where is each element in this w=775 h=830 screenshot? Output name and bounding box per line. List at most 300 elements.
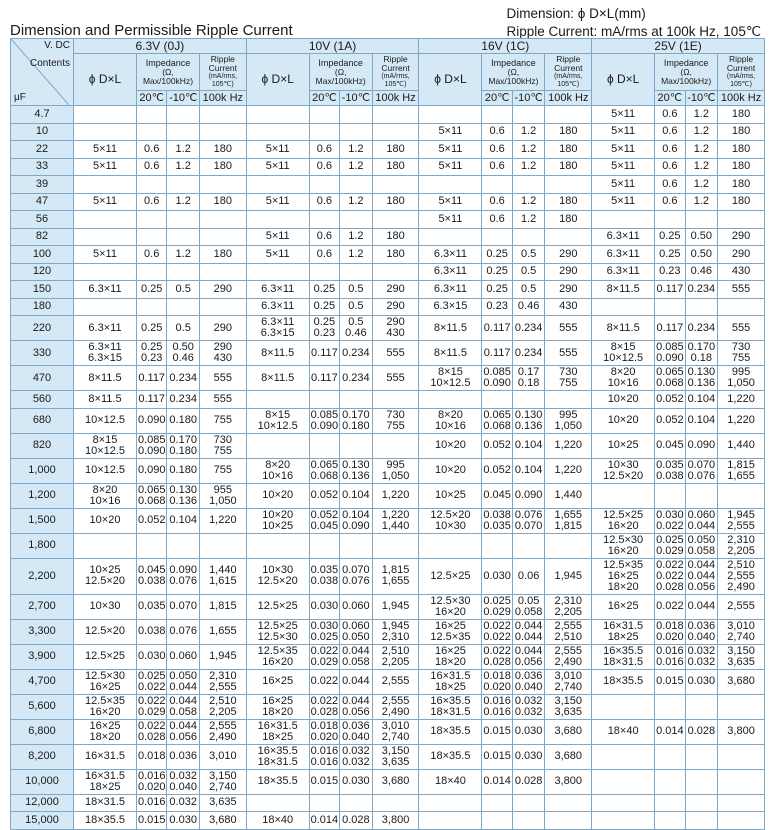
ripple-cell: 180 bbox=[545, 158, 592, 176]
size-cell: 5×11 bbox=[419, 141, 482, 159]
impedance-20-cell bbox=[309, 391, 339, 409]
size-cell: 12.5×35 16×25 18×20 bbox=[592, 558, 655, 594]
impedance-minus10-cell: 0.032 bbox=[167, 794, 200, 812]
ripple-cell: 180 bbox=[718, 106, 765, 124]
capacitance-cell: 8,200 bbox=[11, 744, 74, 769]
ripple-label: Ripple Current bbox=[381, 54, 410, 73]
ripple-cell: 3,010 2,740 bbox=[372, 719, 419, 744]
impedance-minus10-cell bbox=[167, 211, 200, 229]
impedance-label: Impedance bbox=[318, 57, 363, 68]
size-cell: 8×20 10×16 bbox=[246, 458, 309, 483]
impedance-20-cell: 0.015 bbox=[137, 812, 167, 830]
impedance-20-cell: 0.015 bbox=[482, 719, 512, 744]
size-cell bbox=[74, 533, 137, 558]
impedance-20-cell: 0.6 bbox=[309, 193, 339, 211]
capacitance-cell: 1,800 bbox=[11, 533, 74, 558]
ripple-cell bbox=[545, 812, 592, 830]
impedance-20-cell bbox=[309, 433, 339, 458]
impedance-20-cell bbox=[655, 483, 685, 508]
impedance-minus10-cell: 0.5 bbox=[167, 316, 200, 341]
impedance-minus10-cell: 1.2 bbox=[512, 158, 545, 176]
size-cell: 5×11 bbox=[74, 193, 137, 211]
ripple-cell bbox=[718, 298, 765, 316]
ripple-cell: 290 430 bbox=[199, 341, 246, 366]
ripple-cell: 1,945 2,310 bbox=[372, 619, 419, 644]
impedance-minus10-cell: 1.2 bbox=[340, 193, 373, 211]
impedance-minus10-cell: 0.076 0.070 bbox=[512, 508, 545, 533]
size-cell bbox=[592, 812, 655, 830]
capacitance-cell: 39 bbox=[11, 176, 74, 194]
size-cell: 16×31.5 bbox=[74, 744, 137, 769]
ripple-cell: 555 bbox=[545, 316, 592, 341]
ripple-label: Ripple Current: mA/rms at 100k Hz, 105℃ bbox=[506, 24, 761, 39]
ripple-label: Ripple Current bbox=[554, 54, 583, 73]
impedance-minus10-cell: 0.030 bbox=[340, 769, 373, 794]
size-cell: 16×31.5 18×25 bbox=[592, 619, 655, 644]
ripple-cell: 180 bbox=[718, 123, 765, 141]
size-cell bbox=[246, 123, 309, 141]
size-cell: 5×11 bbox=[74, 141, 137, 159]
impedance-minus10-cell: 0.5 0.46 bbox=[340, 316, 373, 341]
ripple-cell: 1,945 bbox=[545, 558, 592, 594]
size-cell: 5×11 bbox=[592, 193, 655, 211]
ripple-cell: 290 430 bbox=[372, 316, 419, 341]
impedance-minus10-cell: 0.044 0.044 bbox=[512, 619, 545, 644]
table-row bbox=[11, 812, 765, 830]
impedance-minus10-cell: 0.50 bbox=[685, 246, 718, 264]
impedance-minus10-cell: 0.5 bbox=[340, 298, 373, 316]
impedance-20-cell: 0.25 bbox=[137, 316, 167, 341]
size-cell: 8×15 10×12.5 bbox=[419, 366, 482, 391]
size-cell: 16×25 bbox=[592, 594, 655, 619]
impedance-20-cell: 0.018 0.020 bbox=[310, 719, 339, 743]
ripple-cell bbox=[372, 176, 419, 194]
impedance-minus10-cell: 0.104 bbox=[167, 508, 200, 533]
ripple-cell: 290 bbox=[545, 263, 592, 281]
impedance-unit: (Ω, Max/100kHz) bbox=[488, 66, 539, 86]
impedance-20-cell: 0.065 0.068 bbox=[310, 458, 339, 482]
impedance-20-cell: 0.014 bbox=[482, 769, 512, 794]
impedance-minus10-cell bbox=[512, 812, 545, 830]
ripple-cell: 180 bbox=[199, 158, 246, 176]
impedance-20-cell: 0.016 0.016 bbox=[483, 694, 511, 718]
impedance-minus10-cell: 0.180 bbox=[167, 458, 200, 483]
ripple-cell: 2,555 bbox=[372, 669, 419, 694]
capacitance-cell: 22 bbox=[11, 141, 74, 159]
impedance-20-cell: 0.065 0.068 bbox=[656, 366, 684, 389]
size-cell: 10×25 bbox=[419, 483, 482, 508]
impedance-20-cell: 0.6 bbox=[482, 193, 512, 211]
ripple-cell: 555 bbox=[199, 366, 246, 391]
impedance-minus10-cell bbox=[512, 533, 545, 558]
temp-minus10-header: -10℃ bbox=[167, 91, 200, 106]
impedance-20-cell: 0.045 bbox=[482, 483, 512, 508]
ripple-cell bbox=[718, 812, 765, 830]
ripple-cell: 1,815 1,655 bbox=[372, 558, 419, 594]
impedance-20-cell bbox=[655, 211, 685, 229]
table-row bbox=[11, 483, 765, 508]
impedance-minus10-cell: 1.2 bbox=[512, 193, 545, 211]
impedance-minus10-cell: 0.234 bbox=[512, 316, 545, 341]
impedance-minus10-cell: 1.2 bbox=[340, 141, 373, 159]
impedance-minus10-cell bbox=[340, 106, 373, 124]
frequency-header: 100k Hz bbox=[718, 91, 765, 106]
impedance-20-cell: 0.090 bbox=[137, 458, 167, 483]
ripple-cell bbox=[372, 123, 419, 141]
size-cell: 18×35.5 bbox=[246, 769, 309, 794]
impedance-20-cell: 0.117 bbox=[309, 366, 339, 391]
impedance-20-cell bbox=[309, 263, 339, 281]
impedance-20-cell bbox=[137, 263, 167, 281]
ripple-cell: 180 bbox=[718, 193, 765, 211]
impedance-minus10-cell: 0.170 0.180 bbox=[167, 433, 200, 458]
table-row bbox=[11, 298, 765, 316]
impedance-minus10-cell: 0.104 bbox=[685, 408, 718, 433]
ripple-cell: 3,680 bbox=[545, 744, 592, 769]
ripple-header bbox=[718, 54, 765, 91]
size-cell bbox=[592, 744, 655, 769]
capacitance-cell: 1,200 bbox=[11, 483, 74, 508]
impedance-20-cell: 0.6 bbox=[137, 246, 167, 264]
size-cell: 8×11.5 bbox=[592, 316, 655, 341]
table-row bbox=[11, 263, 765, 281]
ripple-cell: 1,220 bbox=[545, 458, 592, 483]
size-cell bbox=[74, 263, 137, 281]
impedance-minus10-cell bbox=[167, 176, 200, 194]
impedance-minus10-cell: 0.50 bbox=[685, 228, 718, 246]
table-row bbox=[11, 366, 765, 391]
impedance-minus10-cell: 1.2 bbox=[685, 158, 718, 176]
capacitance-cell: 150 bbox=[11, 281, 74, 299]
impedance-minus10-cell bbox=[685, 769, 718, 794]
size-cell bbox=[592, 794, 655, 812]
frequency-header: 100k Hz bbox=[545, 91, 592, 106]
capacitance-cell: 820 bbox=[11, 433, 74, 458]
impedance-minus10-cell: 1.2 bbox=[512, 211, 545, 229]
table-row bbox=[11, 123, 765, 141]
table-row bbox=[11, 719, 765, 744]
impedance-minus10-cell: 0.030 bbox=[167, 812, 200, 830]
size-cell: 16×31.5 18×25 bbox=[419, 669, 482, 694]
impedance-20-cell: 0.018 0.020 bbox=[483, 669, 511, 693]
dl-header: ϕ D×L bbox=[419, 54, 482, 106]
ripple-cell bbox=[372, 106, 419, 124]
table-row bbox=[11, 458, 765, 483]
ripple-cell: 555 bbox=[718, 316, 765, 341]
impedance-20-cell bbox=[137, 123, 167, 141]
size-cell bbox=[246, 176, 309, 194]
impedance-20-cell: 0.6 bbox=[482, 141, 512, 159]
ripple-cell: 3,150 2,740 bbox=[199, 769, 246, 794]
size-cell: 10×30 bbox=[74, 594, 137, 619]
ripple-cell: 3,010 bbox=[199, 744, 246, 769]
impedance-minus10-cell bbox=[685, 744, 718, 769]
ripple-cell: 730 755 bbox=[718, 341, 765, 366]
capacitance-cell: 330 bbox=[11, 341, 74, 366]
impedance-20-cell bbox=[137, 228, 167, 246]
size-cell: 10×12.5 bbox=[74, 408, 137, 433]
ripple-cell: 3,800 bbox=[718, 719, 765, 744]
impedance-20-cell: 0.085 0.090 bbox=[656, 341, 684, 364]
impedance-minus10-cell: 1.2 bbox=[167, 246, 200, 264]
table-row bbox=[11, 106, 765, 124]
ripple-cell: 180 bbox=[718, 141, 765, 159]
size-cell bbox=[592, 211, 655, 229]
impedance-20-cell: 0.117 bbox=[482, 341, 512, 366]
ripple-cell: 1,440 bbox=[545, 483, 592, 508]
impedance-20-cell: 0.022 0.029 bbox=[310, 644, 339, 668]
size-cell bbox=[74, 106, 137, 124]
impedance-20-cell: 0.6 bbox=[482, 211, 512, 229]
size-cell: 18×40 bbox=[419, 769, 482, 794]
table-row bbox=[11, 341, 765, 366]
impedance-minus10-cell bbox=[340, 123, 373, 141]
ripple-cell: 2,555 bbox=[718, 594, 765, 619]
size-cell: 8×11.5 bbox=[592, 281, 655, 299]
ripple-header bbox=[199, 54, 246, 91]
impedance-20-cell bbox=[309, 211, 339, 229]
impedance-20-cell: 0.117 bbox=[655, 281, 685, 299]
impedance-minus10-cell: 1.2 bbox=[685, 176, 718, 194]
size-cell: 8×11.5 bbox=[74, 366, 137, 391]
impedance-minus10-cell bbox=[685, 483, 718, 508]
table-row bbox=[11, 594, 765, 619]
impedance-20-cell: 0.018 0.020 bbox=[656, 619, 684, 643]
impedance-minus10-cell: 0.076 bbox=[167, 619, 200, 644]
ripple-cell: 180 bbox=[199, 141, 246, 159]
impedance-minus10-cell: 0.070 0.076 bbox=[340, 558, 373, 594]
ripple-cell: 180 bbox=[545, 193, 592, 211]
impedance-minus10-cell: 0.044 0.058 bbox=[340, 644, 373, 669]
impedance-minus10-cell: 0.05 0.058 bbox=[512, 594, 545, 619]
size-cell: 18×35.5 bbox=[419, 719, 482, 744]
impedance-minus10-cell bbox=[167, 533, 200, 558]
size-cell: 5×11 bbox=[592, 176, 655, 194]
size-cell: 12.5×30 16×25 bbox=[74, 669, 137, 694]
ripple-cell: 180 bbox=[372, 246, 419, 264]
ripple-cell: 290 bbox=[718, 228, 765, 246]
impedance-20-cell: 0.6 bbox=[655, 193, 685, 211]
ripple-cell: 1,220 bbox=[199, 508, 246, 533]
ripple-cell: 555 bbox=[372, 341, 419, 366]
ripple-cell: 290 bbox=[718, 246, 765, 264]
size-cell bbox=[74, 123, 137, 141]
size-cell bbox=[592, 483, 655, 508]
ripple-cell: 3,010 2,740 bbox=[545, 669, 592, 694]
ripple-cell bbox=[199, 106, 246, 124]
impedance-20-cell bbox=[655, 744, 685, 769]
impedance-20-cell: 0.065 0.068 bbox=[483, 408, 511, 432]
impedance-minus10-cell: 0.044 0.044 0.056 bbox=[685, 558, 718, 594]
impedance-20-cell bbox=[309, 123, 339, 141]
impedance-header bbox=[309, 54, 372, 91]
dl-header: ϕ D×L bbox=[74, 54, 137, 106]
capacitance-cell: 82 bbox=[11, 228, 74, 246]
impedance-minus10-cell: 0.104 bbox=[512, 433, 545, 458]
impedance-20-cell: 0.035 bbox=[137, 594, 167, 619]
impedance-minus10-cell bbox=[685, 812, 718, 830]
impedance-20-cell: 0.25 bbox=[309, 281, 339, 299]
impedance-20-cell: 0.23 bbox=[655, 263, 685, 281]
size-cell: 12.5×25 bbox=[419, 558, 482, 594]
size-cell: 6.3×11 bbox=[419, 263, 482, 281]
header-corner bbox=[11, 39, 74, 106]
temp-20-header: 20℃ bbox=[482, 91, 512, 106]
impedance-20-cell: 0.25 bbox=[482, 263, 512, 281]
impedance-minus10-cell: 0.170 0.18 bbox=[685, 341, 718, 366]
ripple-cell: 2,510 2,555 2,490 bbox=[718, 558, 765, 594]
ripple-cell: 290 bbox=[545, 281, 592, 299]
size-cell: 6.3×11 6.3×15 bbox=[74, 341, 137, 366]
impedance-minus10-cell: 0.044 0.056 bbox=[167, 719, 200, 744]
capacitance-cell: 2,200 bbox=[11, 558, 74, 594]
impedance-20-cell bbox=[482, 176, 512, 194]
size-cell: 8×11.5 bbox=[74, 391, 137, 409]
impedance-minus10-cell: 0.044 bbox=[340, 669, 373, 694]
impedance-20-cell: 0.117 bbox=[309, 341, 339, 366]
size-cell: 16×25 18×20 bbox=[419, 644, 482, 669]
ripple-cell: 1,220 bbox=[718, 408, 765, 433]
impedance-20-cell bbox=[655, 298, 685, 316]
impedance-20-cell: 0.022 0.028 bbox=[137, 719, 166, 743]
impedance-unit: (Ω, Max/100kHz) bbox=[661, 66, 712, 86]
size-cell: 8×15 10×12.5 bbox=[246, 408, 309, 433]
size-cell: 12.5×30 16×20 bbox=[592, 533, 655, 558]
impedance-20-cell bbox=[482, 533, 512, 558]
size-cell: 10×30 12.5×20 bbox=[246, 558, 309, 594]
ripple-cell: 1,945 2,555 bbox=[718, 508, 765, 533]
impedance-minus10-cell: 0.5 bbox=[512, 281, 545, 299]
ripple-cell: 555 bbox=[718, 281, 765, 299]
size-cell: 16×35.5 18×31.5 bbox=[246, 744, 309, 769]
ripple-cell: 1,815 bbox=[199, 594, 246, 619]
size-cell: 12.5×25 12.5×30 bbox=[246, 619, 309, 644]
ripple-cell: 995 1,050 bbox=[718, 366, 765, 391]
impedance-20-cell: 0.117 bbox=[482, 316, 512, 341]
impedance-minus10-cell bbox=[340, 433, 373, 458]
impedance-minus10-cell: 0.104 bbox=[685, 391, 718, 409]
ripple-unit: (mA/rms, 105℃) bbox=[554, 73, 583, 88]
ripple-cell: 1,220 bbox=[545, 433, 592, 458]
impedance-20-cell bbox=[137, 533, 167, 558]
impedance-20-cell: 0.035 0.038 bbox=[309, 558, 339, 594]
table-row bbox=[11, 669, 765, 694]
impedance-20-cell: 0.014 bbox=[309, 812, 339, 830]
impedance-minus10-cell bbox=[167, 228, 200, 246]
size-cell bbox=[246, 533, 309, 558]
impedance-minus10-cell: 0.5 bbox=[512, 263, 545, 281]
impedance-20-cell: 0.016 bbox=[137, 794, 167, 812]
ripple-cell bbox=[718, 794, 765, 812]
size-cell: 6.3×11 bbox=[592, 263, 655, 281]
impedance-minus10-cell: 0.030 bbox=[685, 669, 718, 694]
impedance-minus10-cell bbox=[340, 211, 373, 229]
size-cell bbox=[246, 391, 309, 409]
impedance-20-cell: 0.016 0.016 bbox=[656, 644, 684, 668]
ripple-cell: 3,680 bbox=[199, 812, 246, 830]
impedance-minus10-cell: 0.234 bbox=[340, 341, 373, 366]
size-cell: 10×20 bbox=[592, 391, 655, 409]
capacitance-cell: 1,000 bbox=[11, 458, 74, 483]
size-cell: 8×20 10×16 bbox=[74, 483, 137, 508]
size-cell: 10×20 bbox=[419, 458, 482, 483]
impedance-20-cell: 0.014 bbox=[655, 719, 685, 744]
ripple-cell bbox=[718, 211, 765, 229]
impedance-minus10-cell bbox=[167, 123, 200, 141]
table-row bbox=[11, 644, 765, 669]
ripple-cell: 2,555 2,490 bbox=[545, 644, 592, 669]
impedance-minus10-cell: 1.2 bbox=[512, 141, 545, 159]
ripple-cell: 180 bbox=[372, 158, 419, 176]
impedance-minus10-cell: 0.130 0.136 bbox=[167, 483, 200, 508]
table-header bbox=[11, 39, 765, 106]
capacitance-cell: 4.7 bbox=[11, 106, 74, 124]
temp-20-header: 20℃ bbox=[137, 91, 167, 106]
impedance-minus10-cell: 0.030 bbox=[512, 719, 545, 744]
ripple-cell bbox=[199, 533, 246, 558]
ripple-cell: 290 bbox=[372, 298, 419, 316]
ripple-cell: 180 bbox=[199, 246, 246, 264]
table-row bbox=[11, 158, 765, 176]
impedance-20-cell: 0.045 bbox=[655, 433, 685, 458]
impedance-20-cell: 0.025 0.022 bbox=[137, 669, 166, 693]
table-row bbox=[11, 228, 765, 246]
impedance-20-cell: 0.030 bbox=[309, 594, 339, 619]
table-row bbox=[11, 508, 765, 533]
capacitance-cell: 47 bbox=[11, 193, 74, 211]
impedance-20-cell: 0.6 bbox=[137, 141, 167, 159]
ripple-cell bbox=[372, 433, 419, 458]
impedance-20-cell: 0.6 bbox=[655, 176, 685, 194]
impedance-minus10-cell bbox=[167, 106, 200, 124]
impedance-20-cell: 0.052 bbox=[137, 508, 167, 533]
size-cell: 5×11 bbox=[419, 123, 482, 141]
impedance-20-cell: 0.030 bbox=[482, 558, 512, 594]
ripple-header bbox=[545, 54, 592, 91]
impedance-minus10-cell: 0.032 0.040 bbox=[167, 769, 200, 794]
impedance-minus10-cell: 1.2 bbox=[167, 193, 200, 211]
size-cell bbox=[592, 769, 655, 794]
impedance-minus10-cell: 1.2 bbox=[685, 141, 718, 159]
table-row bbox=[11, 281, 765, 299]
size-cell bbox=[419, 533, 482, 558]
ripple-cell: 755 bbox=[199, 458, 246, 483]
ripple-cell: 3,150 3,635 bbox=[545, 694, 592, 719]
impedance-20-cell: 0.016 0.016 bbox=[310, 744, 339, 768]
impedance-20-cell: 0.085 0.090 bbox=[310, 408, 339, 432]
size-cell: 6.3×11 bbox=[419, 281, 482, 299]
ripple-cell: 290 bbox=[199, 281, 246, 299]
ripple-cell bbox=[545, 794, 592, 812]
size-cell: 18×31.5 bbox=[74, 794, 137, 812]
impedance-label: Impedance bbox=[663, 57, 709, 68]
impedance-20-cell: 0.23 bbox=[482, 298, 512, 316]
size-cell bbox=[246, 211, 309, 229]
ripple-cell: 290 bbox=[199, 316, 246, 341]
impedance-minus10-cell bbox=[685, 694, 718, 719]
ripple-cell: 955 1,050 bbox=[199, 483, 246, 508]
table-row bbox=[11, 744, 765, 769]
ripple-cell bbox=[545, 106, 592, 124]
size-cell: 5×11 bbox=[592, 158, 655, 176]
impedance-minus10-cell bbox=[340, 794, 373, 812]
ripple-cell: 555 bbox=[372, 366, 419, 391]
impedance-minus10-cell: 0.234 bbox=[167, 366, 200, 391]
table-row bbox=[11, 316, 765, 341]
impedance-20-cell bbox=[655, 794, 685, 812]
impedance-minus10-cell: 0.5 bbox=[167, 281, 200, 299]
impedance-minus10-cell: 0.104 0.090 bbox=[340, 508, 373, 533]
